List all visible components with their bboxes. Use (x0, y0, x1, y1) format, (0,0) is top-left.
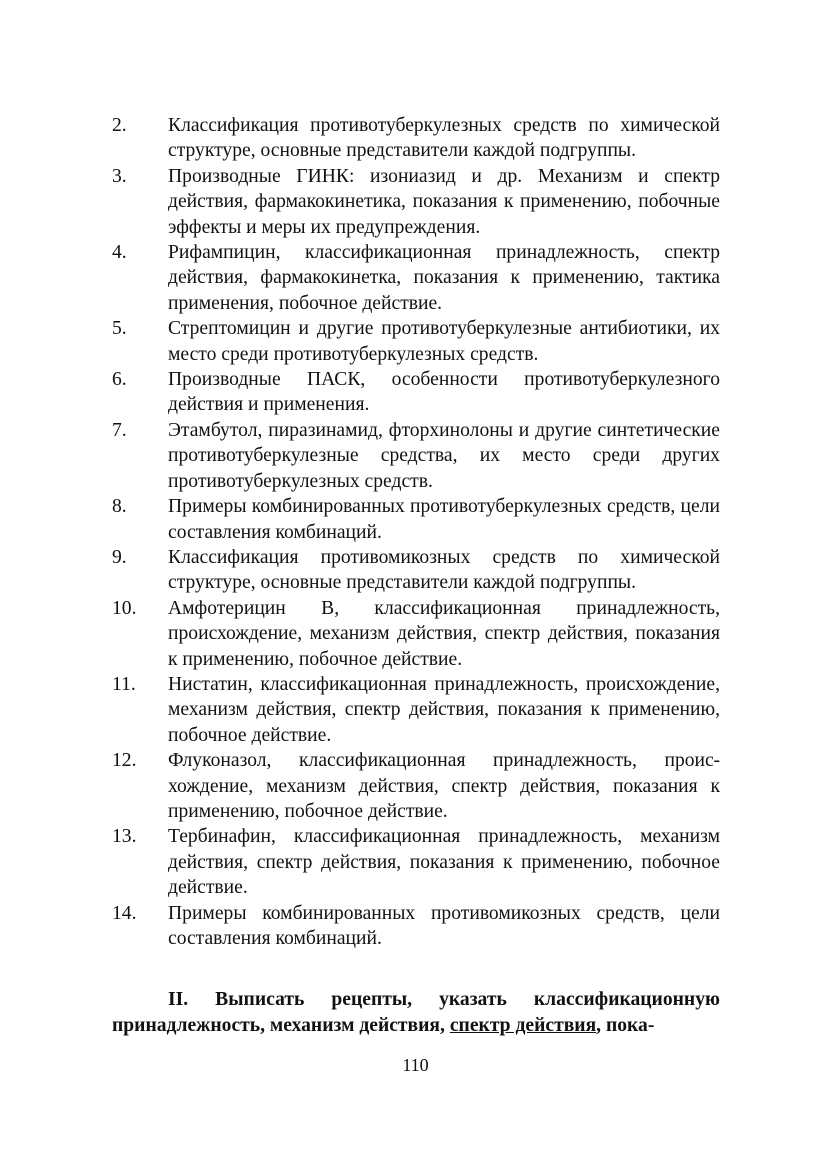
list-item (112, 901, 720, 952)
list-item (112, 748, 720, 824)
item-number: 4. (112, 242, 127, 264)
list-item (112, 240, 720, 316)
text-line: тика применения, побочное действие. (168, 267, 720, 314)
list-item (112, 494, 720, 545)
text-line: Рифампицин, классификационная принадлежность, спектр (168, 242, 720, 264)
text-line: Производные ГИНК: изониазид и др. Механизм и спектр (168, 165, 720, 187)
item-text (168, 164, 720, 240)
list-item (112, 113, 720, 164)
text-line: побочное действие. (168, 851, 720, 899)
text-line: бочные эффекты и меры их предупреждения. (168, 191, 720, 238)
item-text (168, 240, 720, 316)
question-list (112, 113, 720, 951)
text-line: хождение, механизм действия, спектр действия, показания (168, 673, 720, 721)
text-line: Стрептомицин и другие противотуберкулезные антибио (168, 318, 648, 340)
page-number: 110 (402, 1055, 429, 1075)
list-item (112, 164, 720, 240)
item-number: 3. (112, 165, 127, 187)
item-number: 13. (112, 826, 137, 848)
list-item (112, 824, 720, 900)
item-number: 8. (112, 496, 127, 518)
list-item (112, 672, 720, 748)
text-line: низм действия, спектр действия, показания к применению, (168, 826, 720, 873)
text-line: Классификация противотуберкулезных средств по хими (168, 115, 664, 136)
item-number: 2. (112, 115, 127, 136)
list-item (112, 596, 720, 672)
item-text (168, 672, 720, 748)
text-line: тики, их место среди противотуберкулезных средств. (168, 318, 720, 365)
list-item (112, 418, 720, 494)
text-line: происхождение, механизм действия, спектр действия, по (168, 623, 656, 645)
item-text (168, 596, 720, 672)
item-number: 9. (112, 546, 127, 568)
text-line: действия и применения. (168, 394, 370, 416)
text-line: Нистатин, классификационная принадлежность, проис (168, 673, 635, 695)
text-line: цели составления комбинаций. (168, 902, 720, 949)
text-line: Флуконазол, классификационная принадлежность, проис (168, 750, 720, 772)
text-line: Примеры комбинированных противотуберкулезных (168, 496, 602, 518)
item-text (168, 113, 720, 164)
section-heading-underlined: спектр действия (449, 1015, 597, 1036)
item-number: 11. (112, 673, 136, 695)
section-heading-tail: , пока- (596, 1015, 655, 1036)
text-line: к применению, побочное действие. (168, 775, 720, 822)
item-text (168, 545, 720, 596)
item-number: 12. (112, 750, 137, 772)
item-text (168, 418, 720, 494)
item-text (168, 748, 720, 824)
text-line: Тербинафин, классификационная принадлежность, меха (168, 826, 680, 848)
section-heading (112, 987, 720, 1039)
list-item (112, 367, 720, 418)
text-line: структуре, основные представители каждой подгруппы. (168, 572, 636, 594)
text-line: группы. (569, 140, 637, 162)
item-text (168, 494, 720, 545)
item-number: 10. (112, 597, 137, 619)
text-line: ческой структуре, основные представители каждой под (168, 115, 720, 162)
text-line: к применению, побочное действие. (168, 699, 720, 746)
list-item (112, 545, 720, 596)
item-number: 5. (112, 318, 127, 340)
text-line: Амфотерицин В, классификационная принадлежность, (168, 597, 720, 619)
text-line: Примеры комбинированных противомикозных средств, (168, 902, 665, 924)
text-line: средств, цели составления комбинаций. (168, 496, 720, 543)
item-text (168, 316, 720, 367)
text-line: Производные ПАСК, особенности противотуберкулезного (168, 369, 720, 391)
text-line: тические противотуберкулезные средства, их место среди (168, 419, 720, 467)
text-line: Этамбутол, пиразинамид, фторхинолоны и другие синте (168, 419, 645, 441)
item-number: 14. (112, 902, 137, 924)
section-heading-text: II. Выписать рецепты, указать классификационную принадлежность, механизм действия, (112, 989, 720, 1036)
item-number: 6. (112, 369, 127, 391)
text-line: казания к применению, побочное действие. (168, 623, 720, 670)
item-text (168, 367, 720, 418)
text-line: хождение, механизм действия, спектр действия, показания (168, 775, 698, 797)
text-line: Классификация противомикозных средств по химической (168, 546, 720, 568)
list-item (112, 316, 720, 367)
item-number: 7. (112, 419, 127, 441)
item-text (168, 901, 720, 952)
text-line: действия, фармакокинетика, показания к применению, по (168, 191, 659, 213)
text-line: действия, фармакокинетка, показания к применению, так (168, 267, 684, 289)
text-line: других противотуберкулезных средств. (168, 445, 720, 492)
item-text (168, 824, 720, 900)
